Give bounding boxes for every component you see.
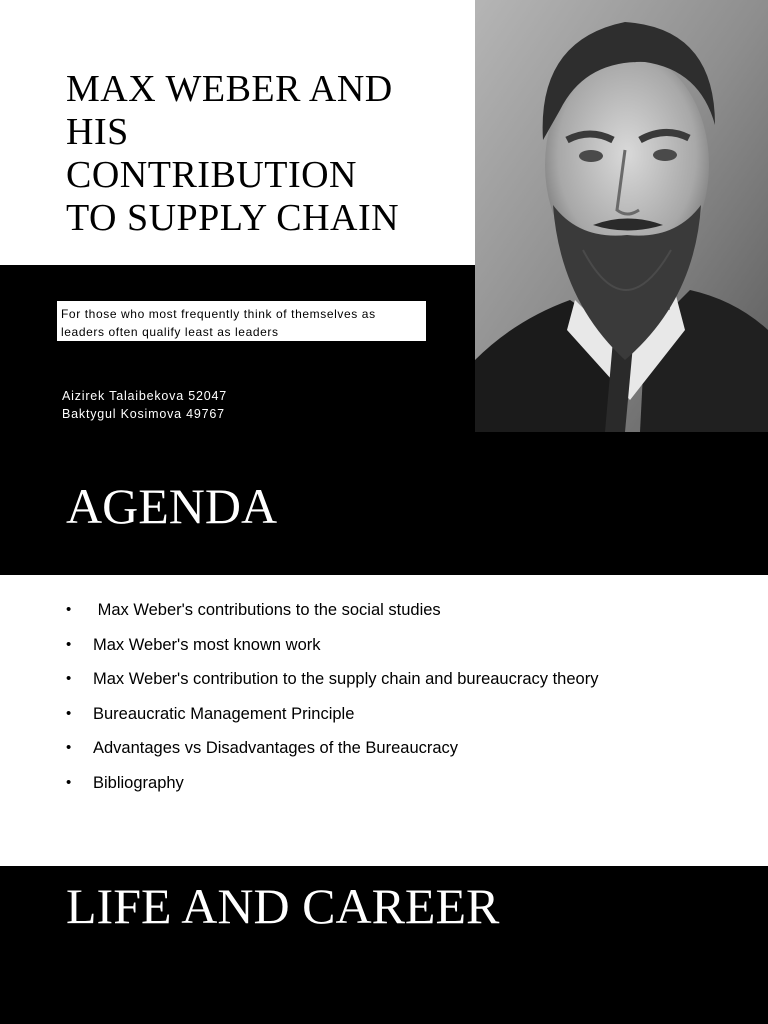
slide-title xyxy=(66,68,466,240)
bullet-icon: • xyxy=(66,670,72,688)
title-line: MAX WEBER AND xyxy=(66,68,393,110)
bullet-icon: • xyxy=(66,601,72,618)
title-line: HIS xyxy=(66,111,129,153)
quote-box xyxy=(57,301,426,341)
bullet-icon: • xyxy=(66,739,72,757)
title-line: TO SUPPLY CHAIN xyxy=(66,197,400,239)
authors xyxy=(62,387,227,423)
list-item-text: Max Weber's most known work xyxy=(93,635,321,654)
title-line: CONTRIBUTION xyxy=(66,154,357,196)
list-item-text: Max Weber's contributions to the social studies xyxy=(93,601,441,619)
bullet-icon: • xyxy=(66,704,72,722)
quote-line: For those who most frequently think of themselves as xyxy=(61,307,376,321)
quote-line: leaders often qualify least as leaders xyxy=(61,325,279,339)
life-career-title: LIFE AND CAREER xyxy=(66,878,500,934)
bullet-icon: • xyxy=(66,773,72,791)
list-item-text: Advantages vs Disadvantages of the Bureaucracy xyxy=(93,739,459,758)
portrait-illustration xyxy=(475,0,768,432)
agenda-slide xyxy=(0,432,768,866)
agenda-title: AGENDA xyxy=(66,478,278,534)
agenda-header xyxy=(0,432,768,575)
list-item-text: Bibliography xyxy=(93,773,184,792)
author-line: Aizirek Talaibekova 52047 xyxy=(62,389,228,403)
list-item-text: Bureaucratic Management Principle xyxy=(93,704,355,723)
list-item-text: Max Weber's contribution to the supply chain and bureaucracy theory xyxy=(93,670,599,689)
life-career-slide xyxy=(0,866,768,1024)
portrait-photo xyxy=(475,0,768,432)
author-line: Baktygul Kosimova 49767 xyxy=(62,407,225,421)
bullet-icon: • xyxy=(66,635,72,653)
title-slide xyxy=(0,0,768,432)
